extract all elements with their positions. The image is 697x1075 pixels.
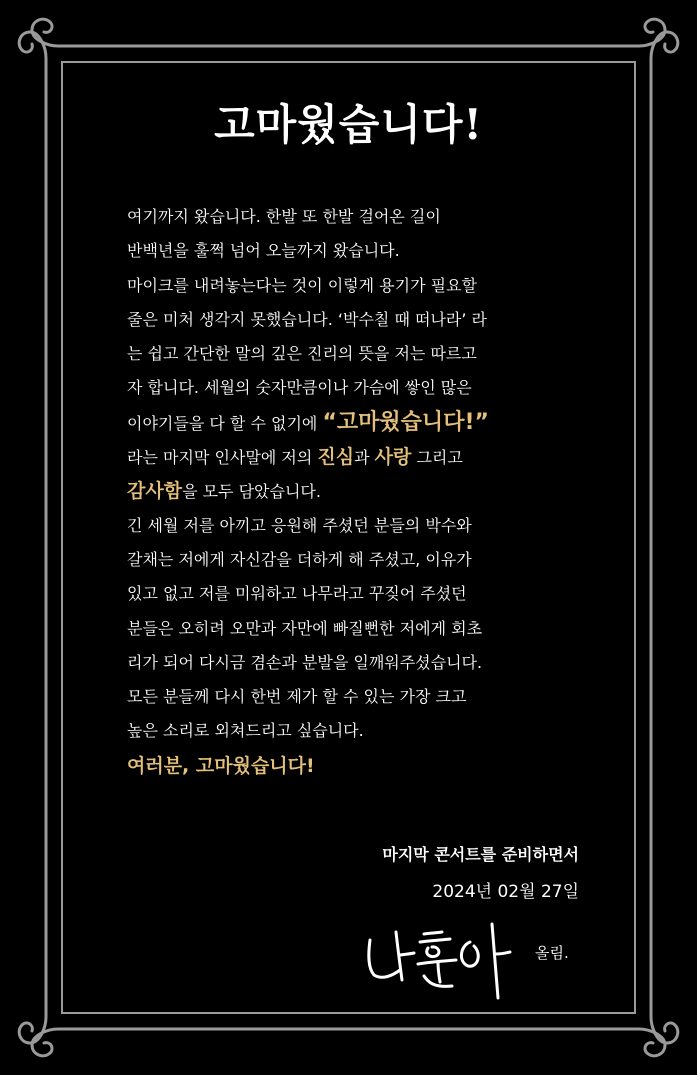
body-text-segment: 을 모두 담았습니다. — [182, 482, 321, 502]
highlight-sincerity: 진심 — [317, 446, 355, 469]
preparation-note: 마지막 콘서트를 준비하면서 — [382, 845, 579, 864]
body-line: 분들은 오히려 오만과 자만에 빠질뻔한 저에게 회초 — [127, 618, 483, 638]
letter-title: 고마웠습니다! — [214, 100, 483, 149]
body-line: 반백년을 훌쩍 넘어 오늘까지 왔습니다. — [127, 241, 400, 261]
highlight-gratitude: 감사함 — [127, 480, 183, 503]
highlight-love: 사랑 — [374, 446, 412, 469]
body-line — [127, 474, 587, 508]
body-line: 높은 소리로 외쳐드리고 싶습니다. — [127, 721, 364, 741]
body-line: 여기까지 왔습니다. 한발 또 한발 걸어온 길이 — [127, 207, 441, 226]
body-line: 있고 없고 저를 미워하고 나무라고 꾸짖어 주셨던 — [127, 584, 467, 604]
body-text-segment: 이야기들을 다 할 수 없기에 — [127, 413, 318, 433]
body-line: 모든 분들께 다시 한번 제가 할 수 있는 가장 크고 — [127, 687, 467, 707]
body-line: 마이크를 내려놓는다는 것이 이렇게 용기가 필요할 — [127, 275, 478, 295]
body-line: 자 합니다. 세월의 숫자만큼이나 가슴에 쌓인 많은 — [127, 378, 472, 398]
body-line: 긴 세월 저를 아끼고 응원해 주셨던 분들의 박수와 — [127, 515, 472, 535]
letter-body — [127, 200, 587, 783]
body-line: 는 쉽고 간단한 말의 깊은 진리의 뜻을 저는 따르고 — [127, 344, 477, 364]
letter-date: 2024년 02월 27일 — [432, 882, 579, 902]
body-line: 줄은 미처 생각지 못했습니다. ‘박수칠 때 떠나라’ 라 — [127, 309, 487, 329]
body-text-segment: 과 — [354, 448, 370, 468]
closing-line: 여러분, 고마웠습니다! — [127, 754, 315, 777]
signoff-text: 올림. — [535, 944, 569, 962]
body-line: 갈채는 저에게 자신감을 더하게 해 주셨고, 이유가 — [127, 549, 472, 569]
body-line — [127, 406, 587, 440]
handwritten-signature — [362, 920, 522, 1000]
body-text-segment: 라는 마지막 인사말에 저의 — [127, 448, 313, 468]
highlight-thanks: “고마웠습니다!” — [322, 409, 489, 435]
body-text-segment: 그리고 — [416, 448, 463, 468]
body-line: 리가 되어 다시금 겸손과 분발을 일깨워주셨습니다. — [127, 652, 483, 672]
body-line — [127, 440, 587, 474]
